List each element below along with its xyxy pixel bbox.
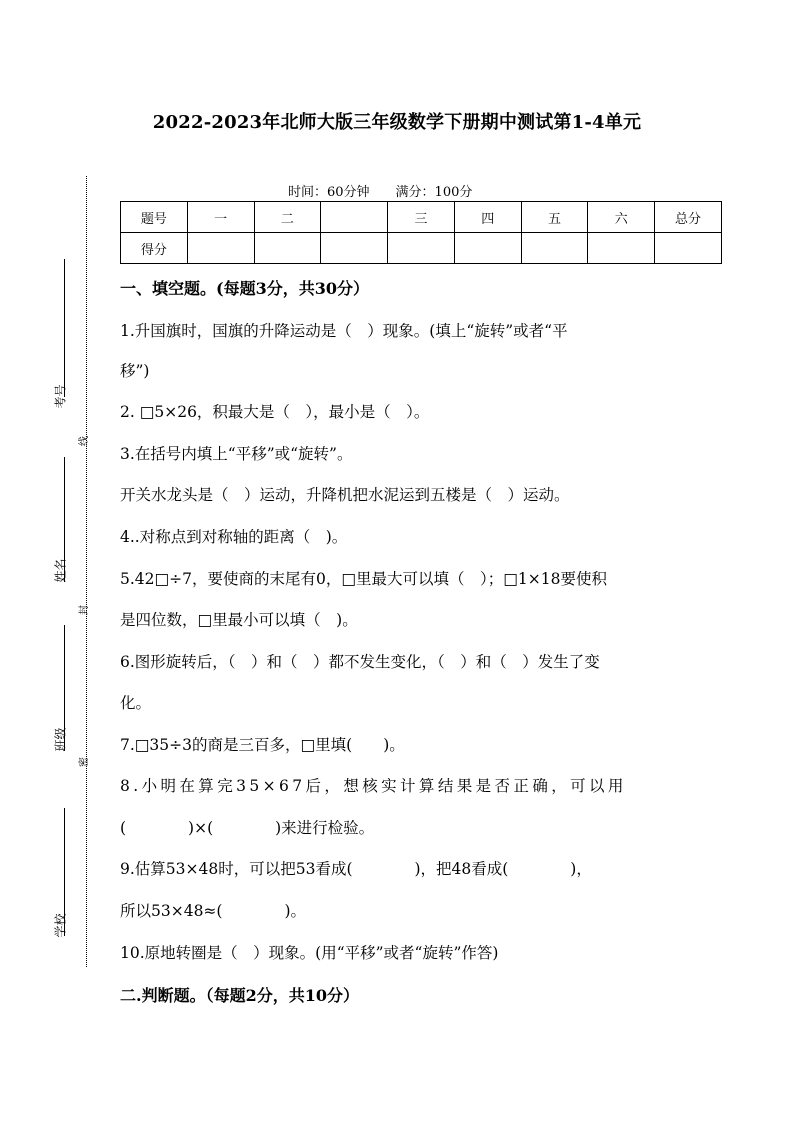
header-cell: 六	[588, 202, 655, 233]
binding-dotted-line	[86, 176, 87, 967]
header-cell: 三	[388, 202, 455, 233]
score-cell	[588, 233, 655, 264]
question-line: 4..对称点到对称轴的距离（ )。	[120, 528, 348, 546]
question-line: 化。	[120, 694, 152, 712]
class-label: 班级	[53, 727, 68, 752]
question-line: 2. □5×26，积最大是（ ），最小是（ ）。	[120, 403, 430, 421]
seal-mark-secret: 密	[79, 757, 90, 767]
score-cell	[521, 233, 588, 264]
question-line: 是四位数，□里最小可以填（ )。	[120, 611, 358, 629]
question-line: 开关水龙头是（ ）运动，升降机把水泥运到五楼是（ ）运动。	[120, 486, 570, 504]
question-line: 10.原地转圈是（ ）现象。(用“平移”或者“旋转”作答)	[120, 944, 499, 962]
score-cell	[187, 233, 254, 264]
header-cell: 四	[454, 202, 521, 233]
section-heading-true-false: 二.判断题。（每题2分，共10分）	[120, 986, 359, 1005]
header-cell: 五	[521, 202, 588, 233]
question-line: 3.在括号内填上“平移”或“旋转”。	[120, 445, 353, 463]
exam-meta	[288, 181, 498, 200]
score-cell	[254, 233, 321, 264]
seal-mark-seal: 封	[79, 605, 90, 615]
question-line: 7.□35÷3的商是三百多，□里填( )。	[120, 736, 405, 754]
score-cell	[454, 233, 521, 264]
header-cell: 总分	[655, 202, 722, 233]
score-cell	[321, 233, 388, 264]
question-line: 8.小明在算完35×67后，想核实计算结果是否正确，可以用	[120, 777, 627, 795]
score-table-score-row	[121, 233, 722, 264]
question-line: 1.升国旗时，国旗的升降运动是（ ）现象。(填上“旋转”或者“平	[120, 322, 568, 340]
section-heading-fill-in: 一、填空题。(每题3分，共30分）	[120, 279, 369, 298]
header-cell	[321, 202, 388, 233]
exam-time: 时间：60分钟	[288, 185, 370, 200]
question-line: 6.图形旋转后，（ ）和（ ）都不发生变化，（ ）和（ ）发生了变	[120, 653, 600, 671]
header-cell: 一	[187, 202, 254, 233]
header-cell: 二	[254, 202, 321, 233]
page-title: 2022-2023年北师大版三年级数学下册期中测试第1-4单元	[152, 112, 642, 133]
seal-mark-line: 线	[79, 436, 90, 446]
question-line: 9.估算53×48时，可以把53看成( )，把48看成( )，	[120, 860, 592, 878]
school-label: 学校	[53, 913, 68, 938]
score-cell	[655, 233, 722, 264]
score-cell	[388, 233, 455, 264]
exam-full-score: 满分：100分	[395, 185, 473, 200]
question-line: 移”)	[120, 362, 150, 380]
header-cell: 题号	[121, 202, 188, 233]
exam-number-underline	[64, 259, 65, 397]
question-line: 5.42□÷7，要使商的末尾有0，□里最大可以填（ ）；□1×18要使积	[120, 570, 607, 588]
name-label: 姓名	[53, 558, 68, 583]
question-line: 所以53×48≈( )。	[120, 902, 307, 920]
score-table-header-row	[121, 202, 722, 233]
score-table	[120, 201, 722, 264]
row-label-cell: 得分	[121, 233, 188, 264]
exam-number-label: 考号	[53, 384, 68, 409]
question-line: ( )×( )来进行检验。	[120, 819, 375, 837]
